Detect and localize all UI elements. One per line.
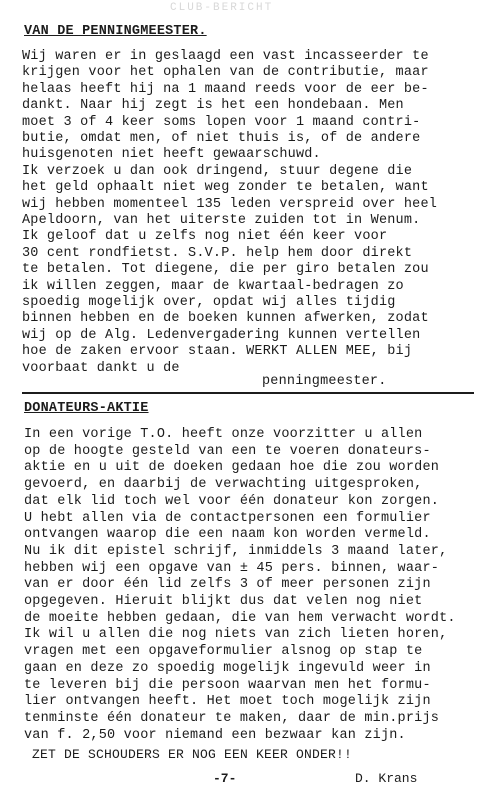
text-line: gaan en deze zo spoedig mogelijk ingevuld weer in <box>24 660 431 676</box>
text-line: hebben wij een opgave van ± 45 pers. binnen, waar- <box>24 560 440 576</box>
penningmeester-signature: penningmeester. <box>262 374 387 389</box>
text-line: 30 cent rondfietst. S.V.P. help hem door direkt <box>22 245 413 261</box>
text-line: op de hoogte gesteld van een te voeren donateurs- <box>24 443 431 459</box>
section-divider <box>22 392 474 394</box>
text-line: binnen hebben en de boeken kunnen afwerken, zodat <box>22 311 429 327</box>
text-line: krijgen voor het ophalen van de contributie, maar <box>22 65 429 81</box>
text-line: Wij waren er in geslaagd een vast incasseerder te <box>22 49 429 64</box>
text-line: moet 3 of 4 keer soms lopen voor 1 maand contri- <box>22 114 421 130</box>
text-line: helaas heeft hij na 1 maand reeds voor de eer be- <box>22 81 429 97</box>
section-heading-donateurs: DONATEURS-AKTIE <box>24 401 149 416</box>
faint-header: CLUB-BERICHT <box>170 2 274 14</box>
author-name: D. Krans <box>355 771 418 786</box>
text-line: Ik geloof dat u zelfs nog niet één keer voor <box>22 229 388 245</box>
text-line: vragen met een opgaveformulier alsnog op stap te <box>24 644 423 660</box>
text-line: Ik verzoek u dan ook dringend, stuur degene die <box>22 163 413 179</box>
text-line: tenminste één donateur te maken, daar de min.prijs <box>24 710 440 726</box>
text-line: U hebt allen via de contactpersonen een formulier <box>24 510 431 526</box>
text-line: ontvangen waarop die een naam kon worden vermeld. <box>24 527 431 543</box>
text-line: van er door één lid zelfs 3 of meer personen zijn <box>24 577 431 593</box>
text-line: spoedig mogelijk over, opdat wij alles tijdig <box>22 295 396 310</box>
text-line: dat elk lid toch wel voor één donateur kon zorgen. <box>24 493 440 509</box>
text-line: wij op de Alg. Ledenvergadering kunnen vertellen <box>22 327 421 343</box>
text-line: van f. 2,50 voor niemand een bezwaar kan zijn. <box>24 727 406 743</box>
text-line: wij hebben momenteel 135 leden verspreid over heel <box>22 196 438 212</box>
text-line: hoe de zaken ervoor staan. WERKT ALLEN MEE, bij <box>22 344 413 360</box>
text-line: te leveren bij die persoon waarvan men het formu- <box>24 677 431 693</box>
text-line: Ik wil u allen die nog niets van zich lieten horen, <box>24 627 448 643</box>
page-number: -7- <box>213 771 237 786</box>
closing-exclamation: ZET DE SCHOUDERS ER NOG EEN KEER ONDER!! <box>32 747 353 762</box>
text-line: In een vorige T.O. heeft onze voorzitter u allen <box>24 427 423 442</box>
section-heading-penningmeester: VAN DE PENNINGMEESTER. <box>24 24 207 39</box>
text-line: voorbaat dankt u de <box>22 360 180 376</box>
text-line: het geld ophaalt niet weg zonder te betalen, want <box>22 180 429 196</box>
text-line: aktie en u uit de doeken gedaan hoe die zou worden <box>24 460 440 476</box>
text-line: butie, omdat men, of niet thuis is, of de andere <box>22 131 421 146</box>
text-line: te betalen. Tot diegene, die per giro betalen zou <box>22 262 429 278</box>
text-line: lier ontvangen heeft. Het moet toch mogelijk zijn <box>24 694 431 710</box>
text-line: de moeite hebben gedaan, die van hem verwacht wordt. <box>24 610 456 626</box>
text-line: Apeldoorn, van het uiterste zuiden tot in Wenum. <box>22 213 421 228</box>
text-line: gevoerd, en daarbij de verwachting uitgesproken, <box>24 477 423 493</box>
text-line: dankt. Naar hij zegt is het een hondebaan. Men <box>22 98 404 114</box>
text-line: Nu ik dit epistel schrijf, inmiddels 3 maand later, <box>24 543 448 559</box>
text-line: huisgenoten niet heeft gewaarschuwd. <box>22 147 321 163</box>
text-line: ik willen zeggen, maar de kwartaal-bedragen zo <box>22 278 404 294</box>
text-line: opgegeven. Hieruit blijkt dus dat velen nog niet <box>24 594 423 609</box>
